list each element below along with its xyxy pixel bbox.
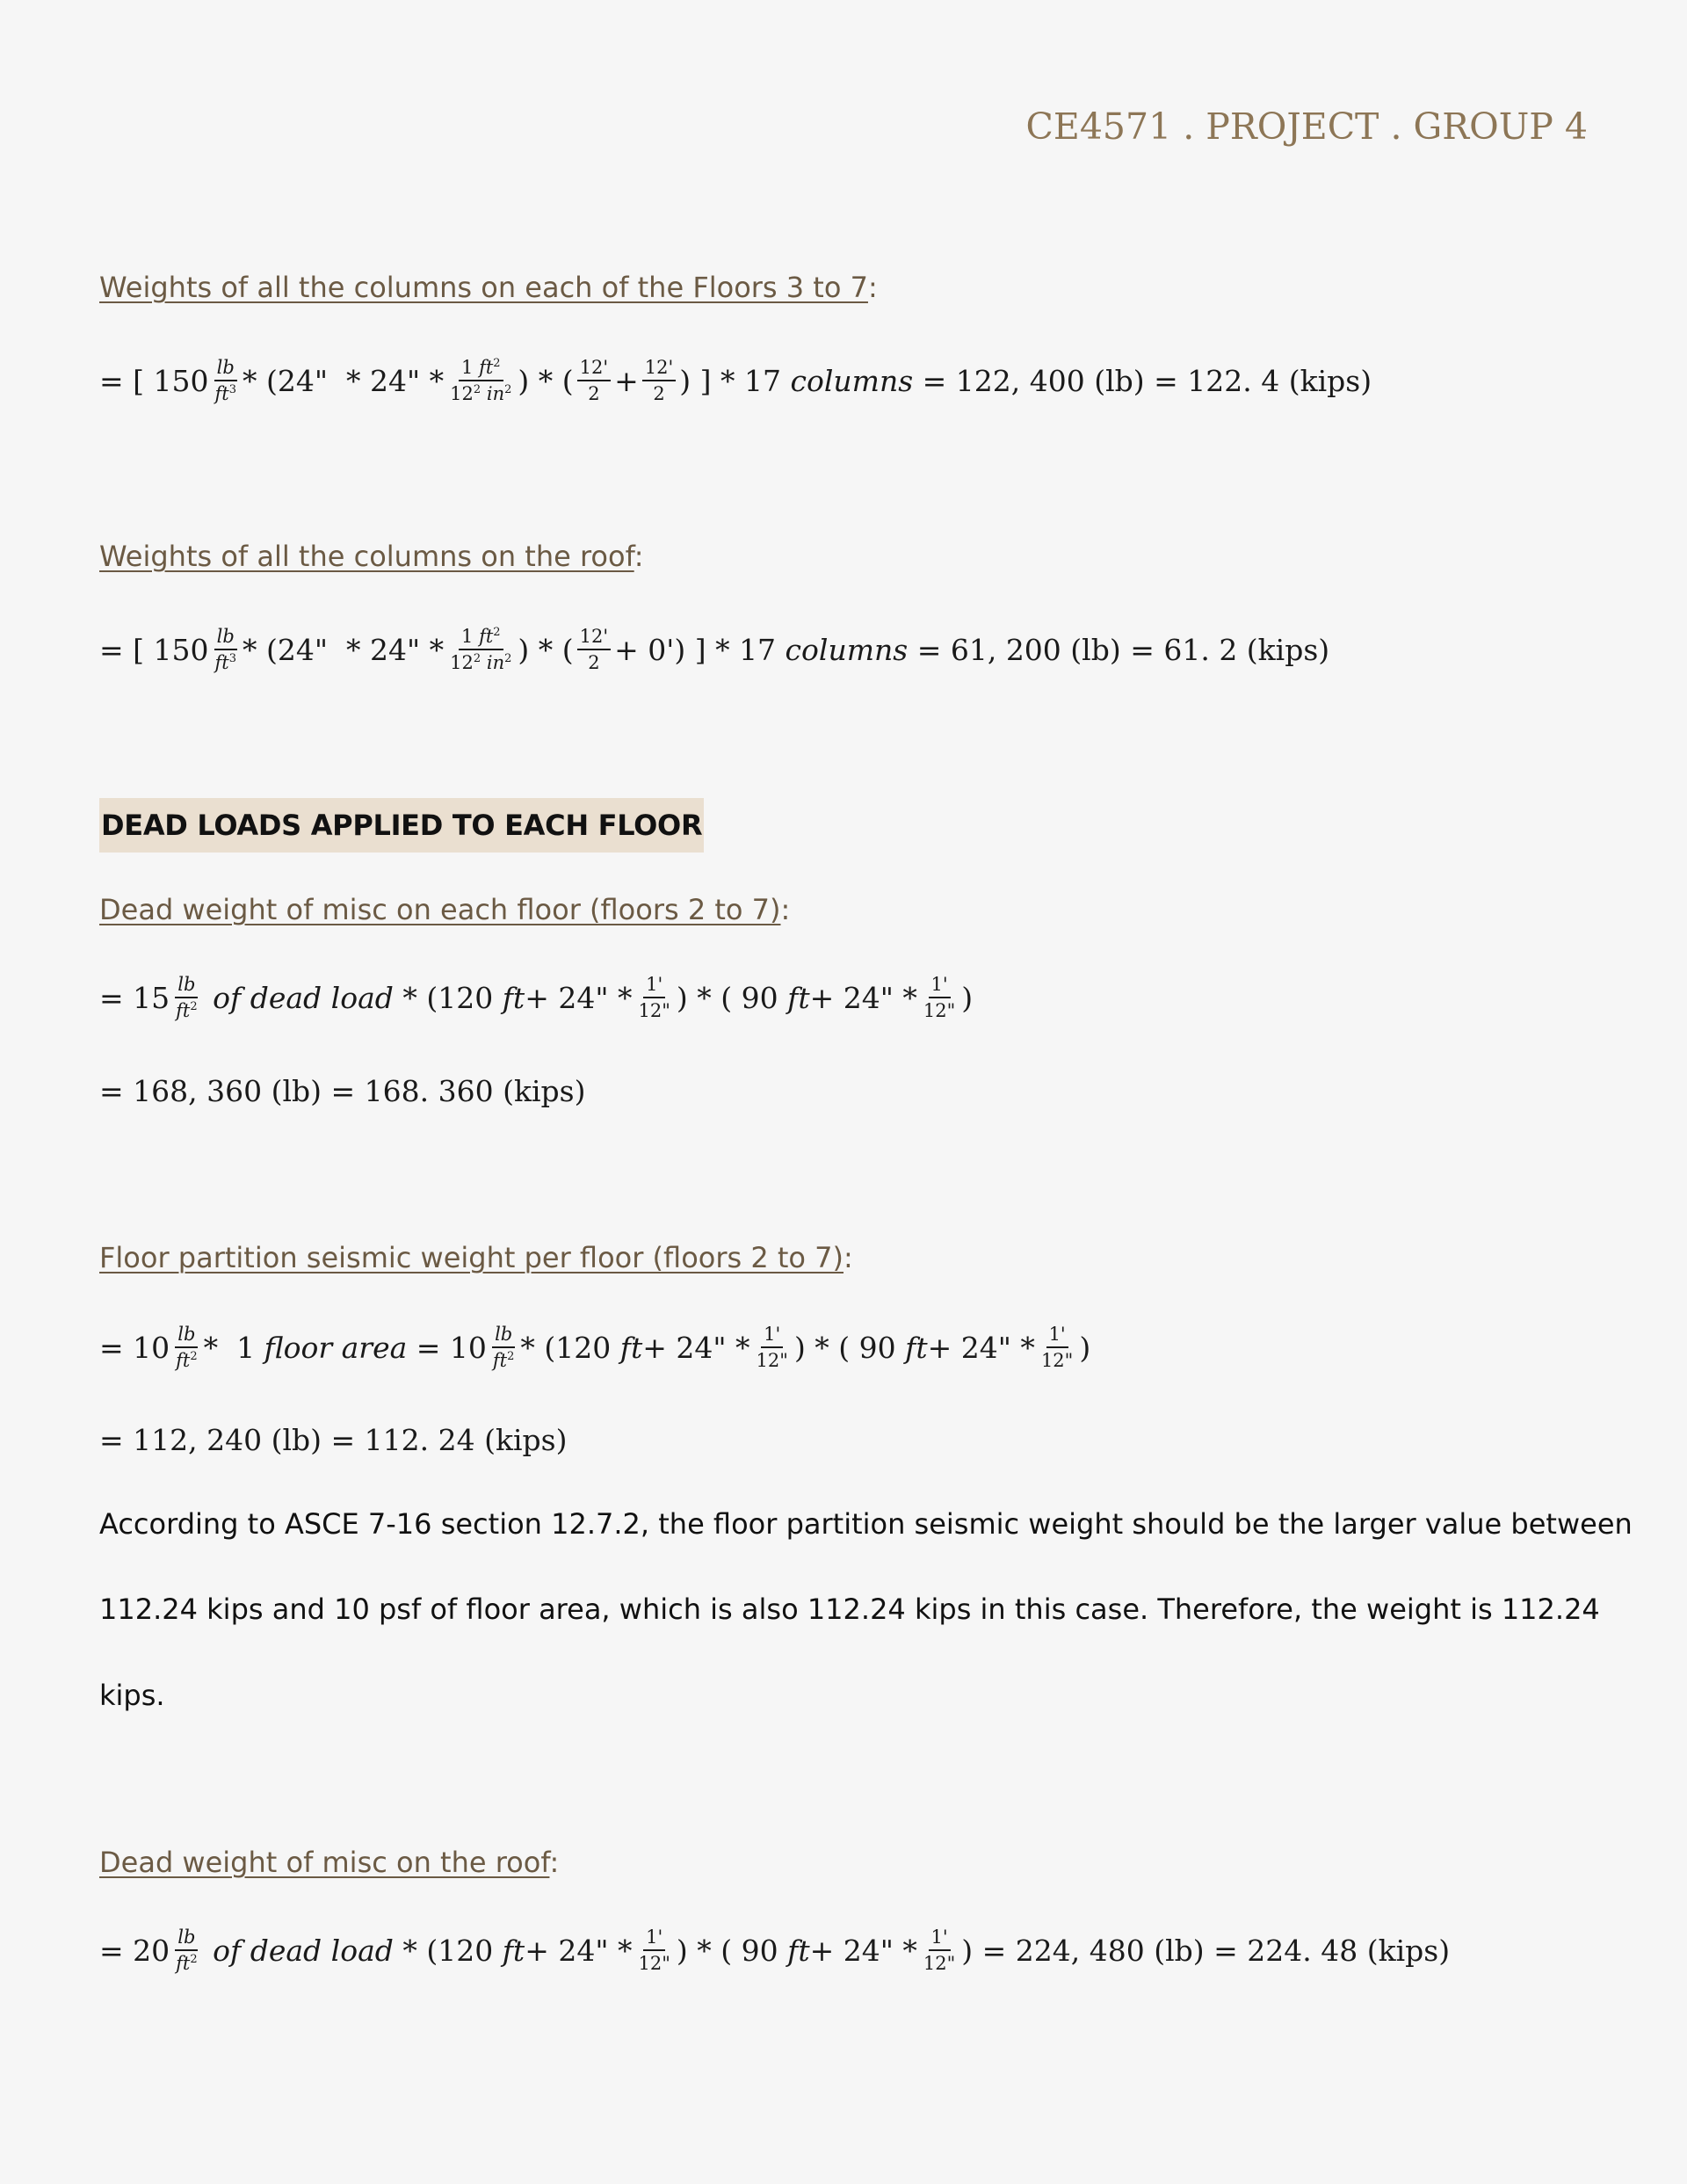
paragraph-line-2: 112.24 kips and 10 psf of floor area, which is also 112.24 kips in this case. Therefore, the weight is 112.24	[99, 1593, 1600, 1626]
equation-columns-floors: = [ 150 $\frac{lb}{ft^3}$ * (24" * 24" * $\frac{1 ft^2}{12^2 in^2}$ ) * ( $\frac{12'}{2}$ + $\frac{12'}{2}$ ) ] * 17 columns = 122, 400 (lb) = 122. 4 (kips)	[99, 356, 1372, 404]
result-misc-floor: = 168, 360 (lb) = 168. 360 (kips)	[99, 1073, 586, 1108]
equation-misc-floor: = 15 $\frac{lb}{ft^2}$ of dead load * (120 ft + 24" * $\frac{1'}{12"}$ ) * ( 90 ft + 24" * $\frac{1'}{12"}$ )	[99, 973, 974, 1021]
equation-columns-roof: = [ 150 $\frac{lb}{ft^3}$ * (24" * 24" * $\frac{1 ft^2}{12^2 in^2}$ ) * ( $\frac{12'}{2}$ + 0') ] * 17 columns = 61, 200 (lb) = 61. 2 (kips)	[99, 625, 1330, 673]
heading-misc-roof-text: Dead weight of misc on the roof	[99, 1846, 550, 1879]
heading-columns-roof: Weights of all the columns on the roof:	[99, 540, 644, 573]
heading-misc-floor: Dead weight of misc on each floor (floors 2 to 7):	[99, 893, 791, 926]
result-partition: = 112, 240 (lb) = 112. 24 (kips)	[99, 1422, 568, 1457]
result-misc-roof: = 224, 480 (lb) = 224. 48 (kips)	[981, 1933, 1451, 1968]
section-banner: DEAD LOADS APPLIED TO EACH FLOOR	[99, 798, 704, 853]
heading-misc-floor-text: Dead weight of misc on each floor (floors 2 to 7)	[99, 893, 781, 926]
heading-columns-roof-text: Weights of all the columns on the roof	[99, 540, 634, 573]
heading-partition-text: Floor partition seismic weight per floor (floors 2 to 7)	[99, 1241, 844, 1274]
heading-columns-floors: Weights of all the columns on each of the Floors 3 to 7:	[99, 271, 878, 304]
result-columns-roof: = 61, 200 (lb) = 61. 2 (kips)	[916, 632, 1330, 667]
document-header: CE4571 . PROJECT . GROUP 4	[1025, 105, 1588, 148]
paragraph-line-1: According to ASCE 7-16 section 12.7.2, the floor partition seismic weight should be the larger value between	[99, 1507, 1633, 1541]
paragraph-line-3: kips.	[99, 1679, 165, 1712]
heading-misc-roof: Dead weight of misc on the roof:	[99, 1846, 560, 1879]
heading-partition: Floor partition seismic weight per floor (floors 2 to 7):	[99, 1241, 853, 1274]
equation-partition: = 10 $\frac{lb}{ft^2}$ * 1 floor area = 10 $\frac{lb}{ft^2}$ * (120 ft + 24" * $\frac{1'}{12"}$ ) * ( 90 ft + 24" * $\frac{1'}{12"}$ )	[99, 1323, 1091, 1371]
result-columns-floors: = 122, 400 (lb) = 122. 4 (kips)	[922, 363, 1372, 398]
equation-misc-roof: = 20 $\frac{lb}{ft^2}$ of dead load * (120 ft + 24" * $\frac{1'}{12"}$ ) * ( 90 ft + 24" * $\frac{1'}{12"}$ ) = 224, 480 (lb) = 224. 48 (kips)	[99, 1926, 1451, 1974]
heading-columns-floors-text: Weights of all the columns on each of the Floors 3 to 7	[99, 271, 868, 304]
